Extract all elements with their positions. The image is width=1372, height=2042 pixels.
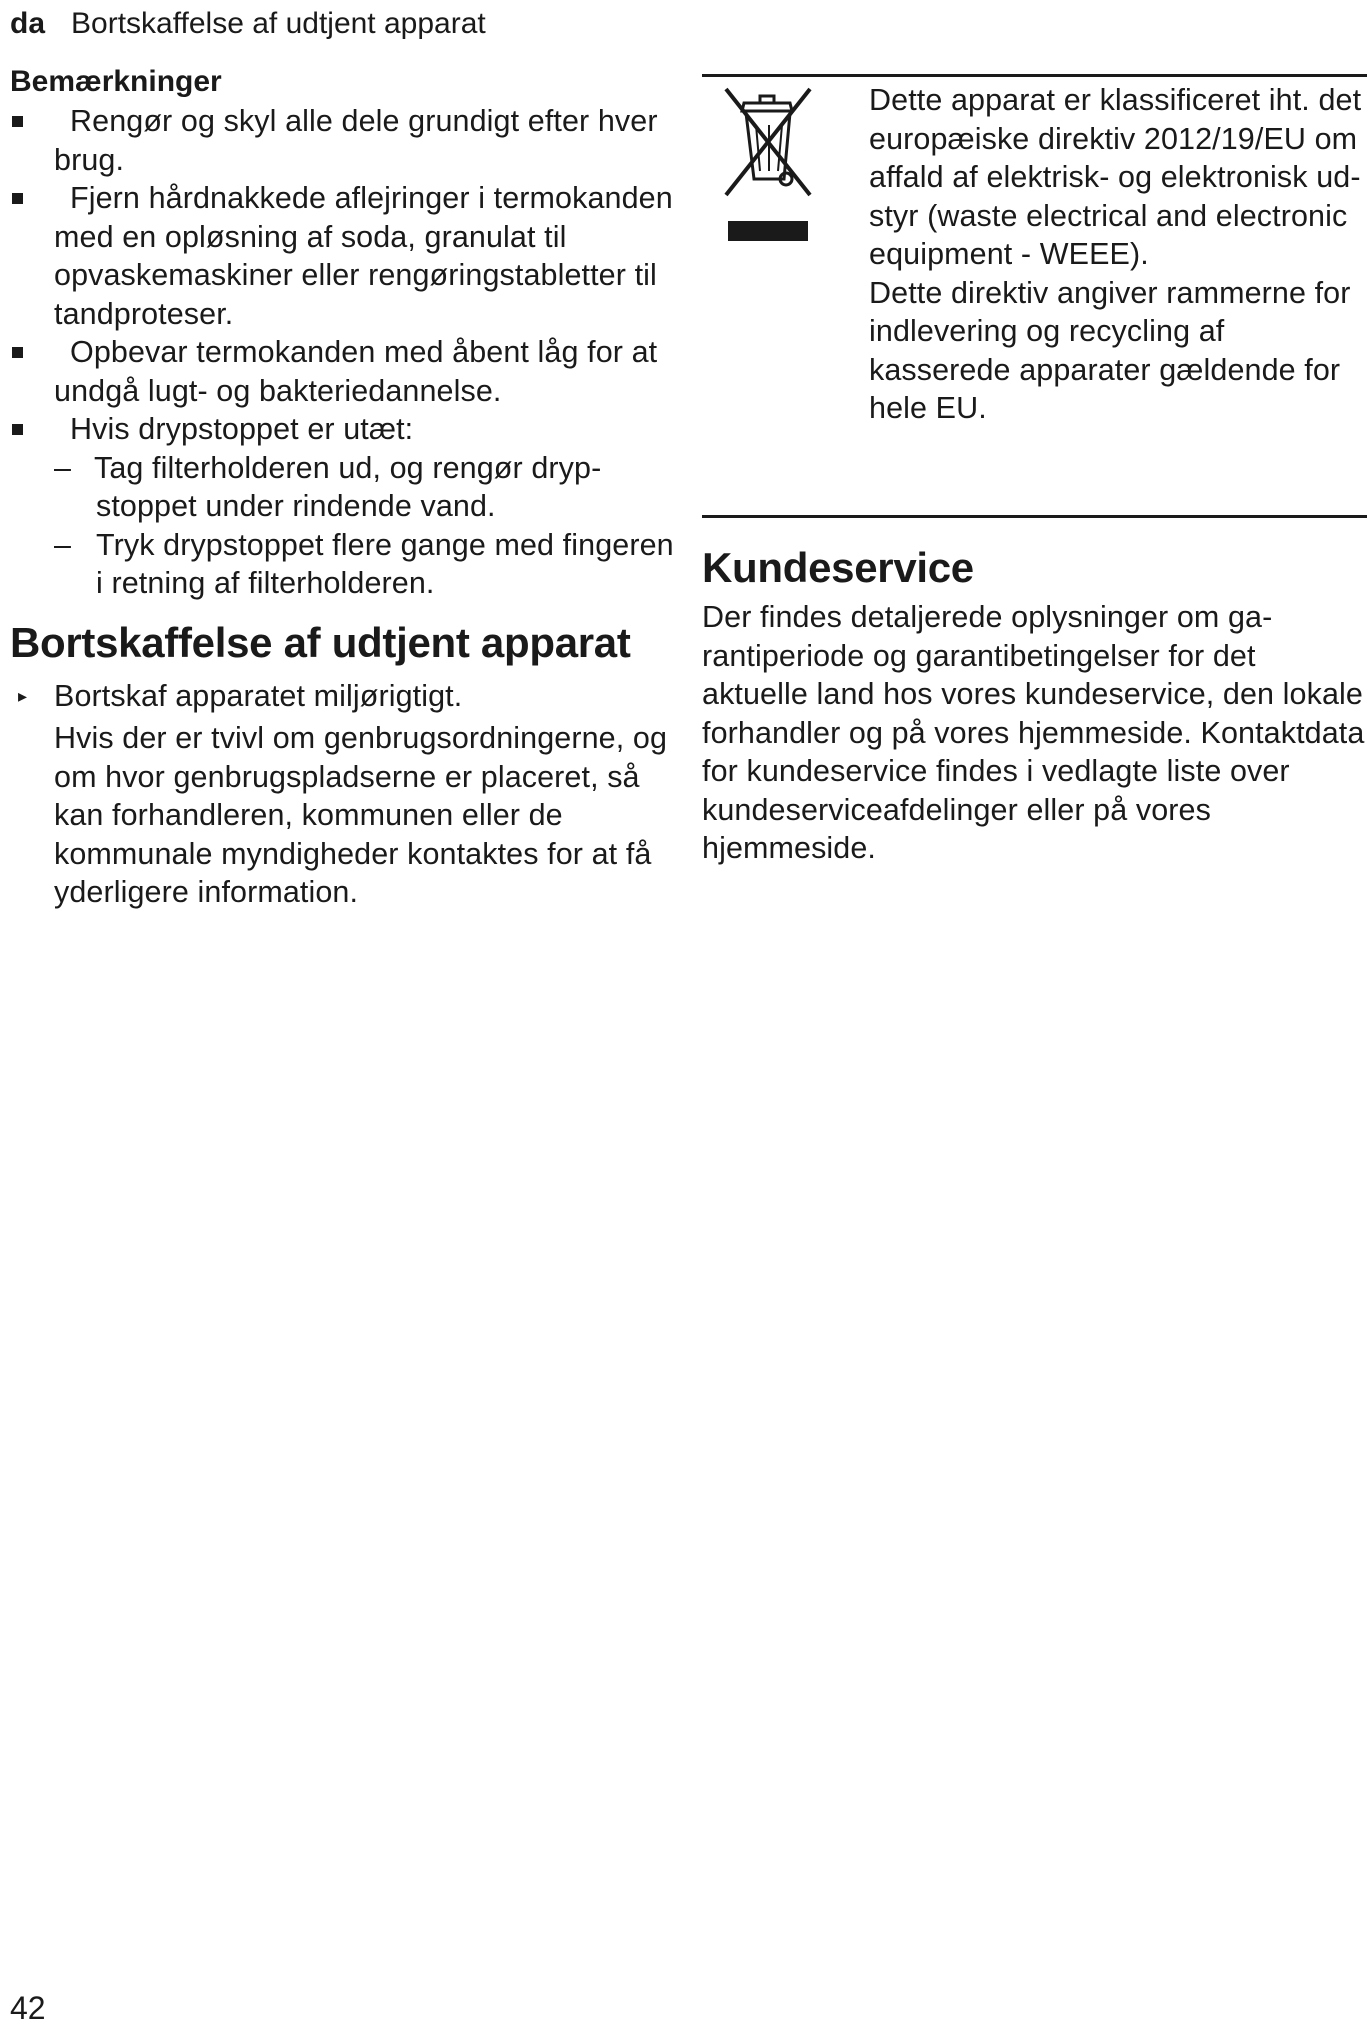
action-item [10,677,686,716]
left-column [10,64,686,912]
triangle-right-icon: ▸ [18,685,28,706]
bullet-square-icon [12,424,23,435]
list-item [10,102,686,179]
page-header [10,6,486,42]
list-item-text: Rengør og skyl alle dele grundigt efter hver brug. [54,104,658,177]
dash-icon: – [54,527,72,562]
language-code: da [10,7,46,40]
bullet-square-icon [12,116,23,127]
bullet-square-icon [12,193,23,204]
sub-list-item-text: Tryk drypstoppet flere gange med fingeren i retning af filterholderen. [96,527,674,600]
sub-list-item [10,526,686,603]
notes-list [10,102,686,603]
dash-icon: – [54,450,72,485]
notes-title: Bemærkninger [10,65,222,98]
weee-paragraph-1: Dette apparat er klassificeret iht. det europæiske direktiv 2012/19/EU om affald af elektrisk- og elektronisk udstyr (waste electrical and electronic equipment - WEEE). [869,83,1362,271]
weee-paragraph-2: Dette direktiv angiver rammerne for indlevering og recycling af kasserede apparater gældende for hele EU. [869,275,1351,425]
disposal-title: Bortskaffelse af udtjent apparat [10,618,631,666]
customer-service-paragraph: Der findes detaljerede oplysninger om garantiperiode og garantibetingelser for det aktuelle land hos vores kundeservice, den lokale forhandler og på vores hjemmeside. Kontaktdata for kundeservice findes i vedlagte liste over kundeserviceafdelinger eller på vores hjemmeside. [702,600,1365,865]
sub-list-item-text: Tag filterholderen ud, og rengør drypstoppet under rindende vand. [94,450,602,523]
bullet-square-icon [12,347,23,358]
list-item [10,179,686,333]
customer-service-title: Kundeservice [702,544,974,591]
action-text: Bortskaf apparatet miljørigtigt. [54,678,463,713]
weee-notice [702,74,1367,518]
right-column [702,74,1367,868]
list-item-text: Fjern hårdnakkede aflejringer i termokanden med en opløsning af soda, granulat til opvaskemaskiner eller rengøringstabletter til tandproteser. [54,181,673,331]
page-number: 42 [10,1990,46,2026]
crossed-out-wheelie-bin-icon [712,81,822,251]
disposal-paragraph: Hvis der er tvivl om genbrugsordningerne, og om hvor genbrugspladserne er placeret, så kan forhandleren, kommunen eller de kommunale myndigheder kontaktes for at få yderligere information. [54,721,668,909]
sub-list-item [10,449,686,526]
list-item [10,410,686,449]
list-item-text: Opbevar termokanden med åbent låg for at undgå lugt- og bakteriedannelse. [54,335,658,408]
header-title: Bortskaffelse af udtjent apparat [71,7,486,40]
weee-text [869,81,1369,428]
list-item-text: Hvis drypstoppet er utæt: [70,412,414,446]
list-item [10,333,686,410]
